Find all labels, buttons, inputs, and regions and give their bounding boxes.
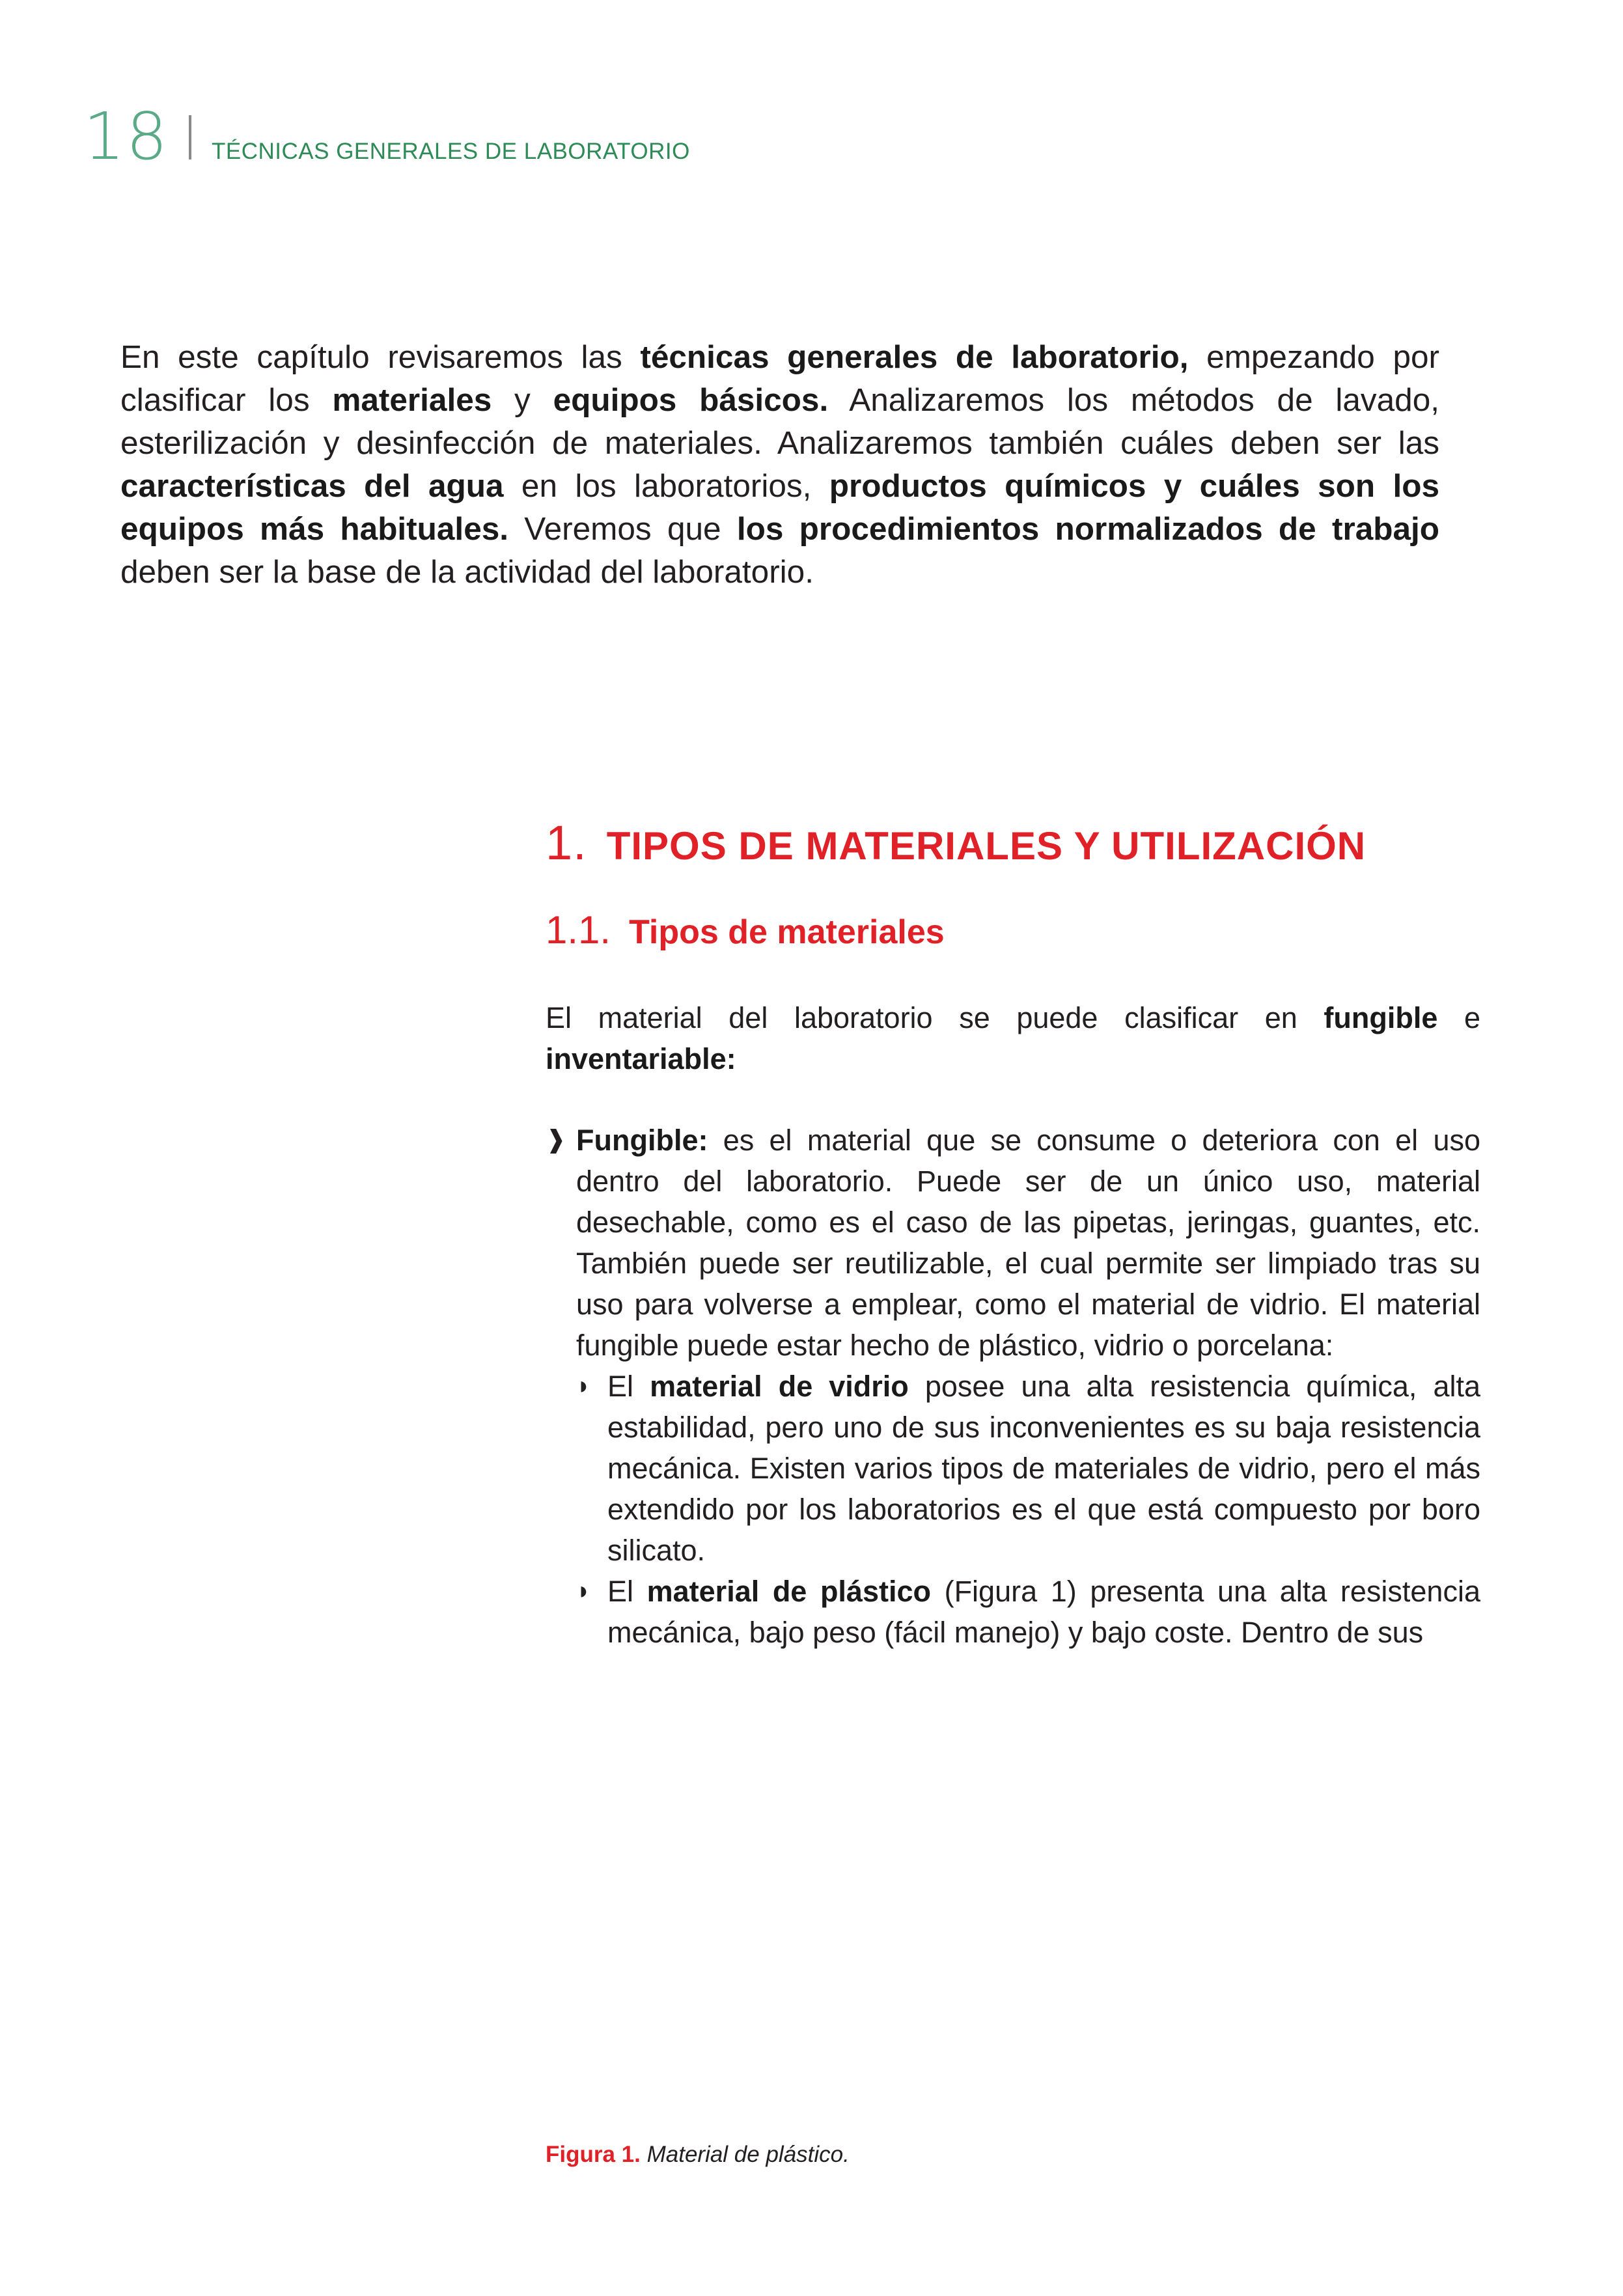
section-number: 1. (546, 816, 587, 870)
bullet-text: es el material que se consume o deteriora con el uso dentro del laboratorio. Puede ser de un único uso, material desechable, como es el caso de las pipetas, jeringas, guantes, etc. También puede ser reutilizable, el cual permite ser limpiado tras su uso para volverse a emplear, como el material de vidrio. El material fungible puede estar hecho de plástico, vidrio o porcelana: (576, 1124, 1480, 1362)
intro-text: empezando por clasificar los (120, 339, 1439, 418)
intro-bold: características del agua (120, 468, 504, 504)
sub-bullet-content (607, 1366, 1480, 1571)
intro-bold: productos químicos y cuáles son los equipos más habituales. (120, 468, 1439, 547)
running-title: TÉCNICAS GENERALES DE LABORATORIO (212, 139, 690, 164)
body-bold: inventariable: (546, 1042, 736, 1075)
subsection-heading (546, 907, 945, 952)
figure-caption (546, 2142, 850, 2168)
sub-bullet-marker-icon: ◗ (576, 1372, 591, 1400)
bullet-label: Fungible: (576, 1124, 708, 1157)
sub-bullet-content (607, 1571, 1480, 1653)
section-heading (546, 815, 1366, 870)
intro-text: Veremos que (508, 511, 737, 547)
header-divider (189, 115, 191, 159)
intro-text: En este capítulo revisaremos las (120, 339, 641, 375)
sub-bullet-plastico (576, 1571, 1480, 1653)
body-text: El (607, 1575, 647, 1608)
classification-paragraph (546, 997, 1480, 1079)
intro-text: y (492, 382, 553, 418)
intro-bold: los procedimientos normalizados de trabajo (736, 511, 1439, 547)
intro-bold: técnicas generales de laboratorio, (640, 339, 1189, 375)
body-bold: material de plástico (646, 1575, 931, 1608)
intro-text: en los laboratorios, (503, 468, 829, 504)
body-text: posee una alta resistencia química, alta estabilidad, pero uno de sus inconvenientes es su baja resistencia mecánica. Existen varios tipos de materiales de vidrio, pero el más extendido por los laboratorios es el que está compuesto por boro silicato. (607, 1370, 1480, 1567)
section-title: TIPOS DE MATERIALES Y UTILIZACIÓN (606, 824, 1366, 868)
body-text: (Figura 1) presenta una alta resistencia mecánica, bajo peso (fácil manejo) y bajo coste. Dentro de sus (607, 1575, 1480, 1649)
subsection-number: 1.1. (546, 908, 611, 952)
intro-bold: equipos básicos. (553, 382, 829, 418)
intro-bold: materiales (332, 382, 492, 418)
bullet-content (576, 1120, 1480, 1366)
figure-caption-text: Material de plástico. (640, 2142, 850, 2167)
intro-text: Analizaremos los métodos de lavado, esterilización y desinfección de materiales. Analizaremos también cuáles deben ser las (120, 382, 1439, 461)
body-text: e (1437, 1001, 1480, 1034)
bullet-marker-icon: ❱ (546, 1126, 566, 1154)
subsection-title: Tipos de materiales (629, 913, 945, 951)
body-bold: material de vidrio (650, 1370, 909, 1403)
sub-bullet-marker-icon: ◗ (576, 1577, 591, 1605)
intro-paragraph (120, 336, 1439, 594)
body-bold: fungible (1324, 1001, 1438, 1034)
page-number: 18 (83, 98, 169, 174)
intro-text: deben ser la base de la actividad del laboratorio. (120, 554, 814, 590)
body-text: El material del laboratorio se puede clasificar en (546, 1001, 1324, 1034)
figure-label: Figura 1. (546, 2142, 641, 2167)
sub-bullet-vidrio (576, 1366, 1480, 1571)
body-text: El (607, 1370, 650, 1403)
bullet-fungible (546, 1120, 1480, 1653)
